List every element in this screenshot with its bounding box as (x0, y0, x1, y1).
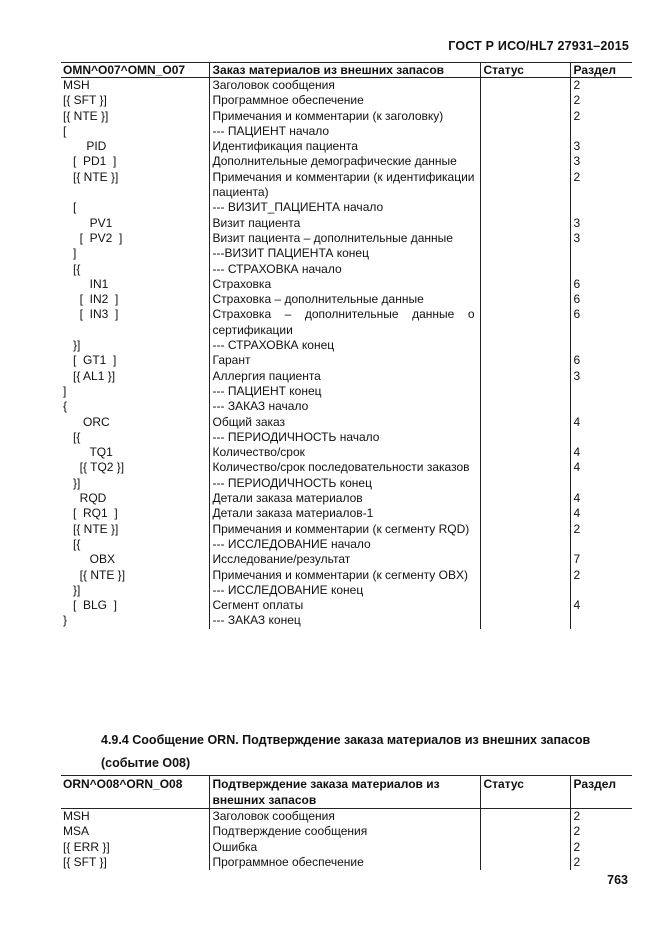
segment-cell: [ GT1 ] (63, 353, 117, 368)
status-cell (480, 384, 570, 399)
status-cell (480, 109, 570, 124)
status-cell (480, 522, 570, 537)
description-cell: Дополнительные демографические данные (209, 154, 480, 169)
segment-cell: [{ SFT }] (63, 854, 107, 869)
segment-cell: [{ NTE }] (63, 169, 119, 184)
table-row (61, 537, 632, 552)
status-cell (480, 809, 570, 825)
segment-cell: [ RQ1 ] (63, 506, 118, 521)
description-cell: Ошибка (209, 840, 480, 855)
section-cell: 3 (570, 369, 632, 384)
table-row (61, 154, 632, 169)
table-row (61, 460, 632, 475)
status-cell (480, 476, 570, 491)
segment-cell: [{ NTE }] (63, 567, 126, 582)
description-cell: Идентификация пациента (209, 139, 480, 154)
segment-cell: MSA (63, 824, 90, 839)
table-header-row (61, 63, 632, 78)
table-row (61, 200, 632, 215)
description-cell: Программное обеспечение (209, 855, 480, 870)
status-cell (480, 568, 570, 583)
description-cell: --- ЗАКАЗ начало (209, 399, 480, 414)
table-row (61, 353, 632, 368)
section-cell (570, 200, 632, 215)
section-cell (570, 476, 632, 491)
description-cell: Детали заказа материалов-1 (209, 506, 480, 521)
section-cell (570, 399, 632, 414)
status-cell (480, 307, 570, 338)
segment-cell: [ BLG ] (63, 598, 118, 613)
status-cell (480, 430, 570, 445)
description-cell: Количество/срок последовательности заказов (209, 460, 480, 475)
segment-cell: } (63, 613, 68, 628)
segment-cell: { (63, 399, 68, 414)
table-row (61, 216, 632, 231)
message-structure-table-orn (61, 775, 632, 870)
description-cell: Программное обеспечение (209, 93, 480, 108)
column-header-status: Статус (480, 63, 570, 78)
segment-cell: PV1 (63, 215, 113, 230)
section-cell (570, 246, 632, 261)
section-cell: 3 (570, 231, 632, 246)
table-row (61, 399, 632, 414)
status-cell (480, 139, 570, 154)
table-row (61, 552, 632, 567)
section-cell: 7 (570, 552, 632, 567)
description-cell: Детали заказа материалов (209, 491, 480, 506)
segment-cell: ] (63, 246, 77, 261)
table-row (61, 613, 632, 628)
status-cell (480, 93, 570, 108)
table-row (61, 855, 632, 870)
table-row (61, 231, 632, 246)
section-cell (570, 338, 632, 353)
segment-cell: [{ (63, 536, 81, 551)
section-cell: 4 (570, 491, 632, 506)
segment-cell: [ (63, 123, 67, 138)
table-row (61, 840, 632, 855)
status-cell (480, 445, 570, 460)
section-cell (570, 430, 632, 445)
description-cell: --- ВИЗИТ_ПАЦИЕНТА начало (209, 200, 480, 215)
section-cell: 2 (570, 170, 632, 201)
description-cell: Страховка (209, 277, 480, 292)
column-header-section: Раздел (570, 63, 632, 78)
table-row (61, 476, 632, 491)
status-cell (480, 855, 570, 870)
segment-cell: [{ SFT }] (63, 93, 107, 108)
section-cell: 2 (570, 809, 632, 825)
table-row (61, 598, 632, 613)
section-cell: 4 (570, 445, 632, 460)
page-number: 763 (607, 873, 628, 887)
segment-cell: [ IN2 ] (63, 292, 119, 307)
section-cell: 4 (570, 506, 632, 521)
section-cell (570, 384, 632, 399)
description-cell: --- ПАЦИЕНТ начало (209, 124, 480, 139)
description-cell: Страховка – дополнительные данные о сертификации (209, 307, 480, 338)
section-cell: 3 (570, 139, 632, 154)
status-cell (480, 338, 570, 353)
section-heading: 4.9.4 Сообщение ORN. Подтверждение заказа материалов из внешних запасов (событие O08) (101, 733, 591, 770)
segment-cell: }] (63, 338, 81, 353)
section-cell: 6 (570, 277, 632, 292)
section-cell: 3 (570, 154, 632, 169)
segment-cell: TQ1 (63, 445, 113, 460)
table-row (61, 568, 632, 583)
status-cell (480, 537, 570, 552)
table-row (61, 124, 632, 139)
description-cell: --- СТРАХОВКА начало (209, 262, 480, 277)
section-cell: 2 (570, 109, 632, 124)
section-cell (570, 613, 632, 628)
segment-cell: [{ ERR }] (63, 839, 110, 854)
segment-cell: }] (63, 582, 81, 597)
column-header-segment: ORN^O08^ORN_O08 (61, 776, 209, 809)
segment-cell: [ IN3 ] (63, 307, 119, 322)
description-cell: Общий заказ (209, 415, 480, 430)
segment-cell: [{ NTE }] (63, 521, 119, 536)
status-cell (480, 170, 570, 201)
status-cell (480, 491, 570, 506)
description-cell: --- ПАЦИЕНТ конец (209, 384, 480, 399)
section-cell: 2 (570, 855, 632, 870)
status-cell (480, 552, 570, 567)
status-cell (480, 583, 570, 598)
description-cell: Аллергия пациента (209, 369, 480, 384)
description-cell: Количество/срок (209, 445, 480, 460)
status-cell (480, 399, 570, 414)
segment-cell: OBX (63, 552, 116, 567)
section-cell: 2 (570, 93, 632, 108)
table-row (61, 809, 632, 825)
description-cell: Гарант (209, 353, 480, 368)
description-cell: --- ПЕРИОДИЧНОСТЬ начало (209, 430, 480, 445)
description-cell: --- ЗАКАЗ конец (209, 613, 480, 628)
section-cell: 6 (570, 307, 632, 338)
section-cell: 2 (570, 78, 632, 94)
status-cell (480, 460, 570, 475)
segment-cell: [{ NTE }] (63, 108, 109, 123)
segment-cell: MSH (63, 809, 90, 823)
segment-cell: IN1 (63, 276, 109, 291)
status-cell (480, 231, 570, 246)
description-cell: Примечания и комментарии (к сегменту OBX) (209, 568, 480, 583)
status-cell (480, 415, 570, 430)
status-cell (480, 124, 570, 139)
table-row (61, 522, 632, 537)
table-row (61, 491, 632, 506)
message-structure-table-omn (61, 62, 632, 629)
segment-cell: RQD (63, 491, 107, 506)
status-cell (480, 613, 570, 628)
status-cell (480, 598, 570, 613)
table-row (61, 246, 632, 261)
table-body (61, 78, 632, 629)
table-row (61, 430, 632, 445)
table-row (61, 415, 632, 430)
segment-cell: [ (63, 200, 77, 215)
section-cell (570, 537, 632, 552)
segment-cell: PID (63, 139, 107, 154)
status-cell (480, 154, 570, 169)
status-cell (480, 246, 570, 261)
status-cell (480, 292, 570, 307)
section-cell: 4 (570, 460, 632, 475)
description-cell: Исследование/результат (209, 552, 480, 567)
status-cell (480, 277, 570, 292)
table-row (61, 139, 632, 154)
section-cell: 2 (570, 824, 632, 839)
section-cell: 6 (570, 292, 632, 307)
table-row (61, 170, 632, 201)
section-cell (570, 262, 632, 277)
table-row (61, 262, 632, 277)
status-cell (480, 78, 570, 94)
section-cell: 2 (570, 522, 632, 537)
table-row (61, 78, 632, 94)
description-cell: Заголовок сообщения (209, 78, 480, 94)
document-header: ГОСТ Р ИСО/HL7 27931–2015 (448, 39, 629, 53)
table-row (61, 292, 632, 307)
table-row (61, 307, 632, 338)
description-cell: Примечания и комментарии (к идентификации пациента) (209, 170, 480, 201)
segment-cell: ORC (63, 414, 110, 429)
description-cell: Примечания и комментарии (к сегменту RQD) (209, 522, 480, 537)
section-cell: 6 (570, 353, 632, 368)
column-header-segment: OMN^O07^OMN_O07 (61, 63, 209, 78)
section-cell (570, 124, 632, 139)
segment-cell: ] (63, 383, 67, 398)
table-row (61, 109, 632, 124)
status-cell (480, 824, 570, 839)
column-header-status: Статус (480, 776, 570, 809)
description-cell: Примечания и комментарии (к заголовку) (209, 109, 480, 124)
segment-cell: [{ (63, 261, 81, 276)
segment-cell: }] (63, 475, 81, 490)
section-cell: 4 (570, 415, 632, 430)
table-row (61, 277, 632, 292)
status-cell (480, 506, 570, 521)
status-cell (480, 262, 570, 277)
section-cell: 2 (570, 568, 632, 583)
status-cell (480, 353, 570, 368)
description-cell: Визит пациента (209, 216, 480, 231)
description-cell: --- СТРАХОВКА конец (209, 338, 480, 353)
table-header-row (61, 776, 632, 809)
column-header-section: Раздел (570, 776, 632, 809)
status-cell (480, 840, 570, 855)
table-row (61, 93, 632, 108)
section-cell: 3 (570, 216, 632, 231)
segment-cell: [{ AL1 }] (63, 368, 116, 383)
table-row (61, 506, 632, 521)
description-cell: --- ИССЛЕДОВАНИЕ начало (209, 537, 480, 552)
description-cell: --- ПЕРИОДИЧНОСТЬ конец (209, 476, 480, 491)
table-row (61, 824, 632, 839)
table-row (61, 384, 632, 399)
description-cell: Визит пациента – дополнительные данные (209, 231, 480, 246)
status-cell (480, 369, 570, 384)
segment-cell: MSH (63, 78, 90, 92)
section-cell: 4 (570, 598, 632, 613)
segment-cell: [ PV2 ] (63, 230, 123, 245)
column-header-description: Подтверждение заказа материалов из внешних запасов (209, 776, 480, 809)
table-row (61, 445, 632, 460)
description-cell: --- ИССЛЕДОВАНИЕ конец (209, 583, 480, 598)
section-cell: 2 (570, 840, 632, 855)
table-row (61, 583, 632, 598)
status-cell (480, 216, 570, 231)
section-cell (570, 583, 632, 598)
segment-cell: [{ TQ2 }] (63, 460, 125, 475)
description-cell: Страховка – дополнительные данные (209, 292, 480, 307)
table-body (61, 809, 632, 871)
description-cell: Сегмент оплаты (209, 598, 480, 613)
description-cell: ---ВИЗИТ ПАЦИЕНТА конец (209, 246, 480, 261)
segment-cell: [{ (63, 429, 81, 444)
column-header-description: Заказ материалов из внешних запасов (209, 63, 480, 78)
segment-cell: [ PD1 ] (63, 154, 117, 169)
table-row (61, 338, 632, 353)
description-cell: Подтверждение сообщения (209, 824, 480, 839)
description-cell: Заголовок сообщения (209, 809, 480, 825)
status-cell (480, 200, 570, 215)
table-row (61, 369, 632, 384)
